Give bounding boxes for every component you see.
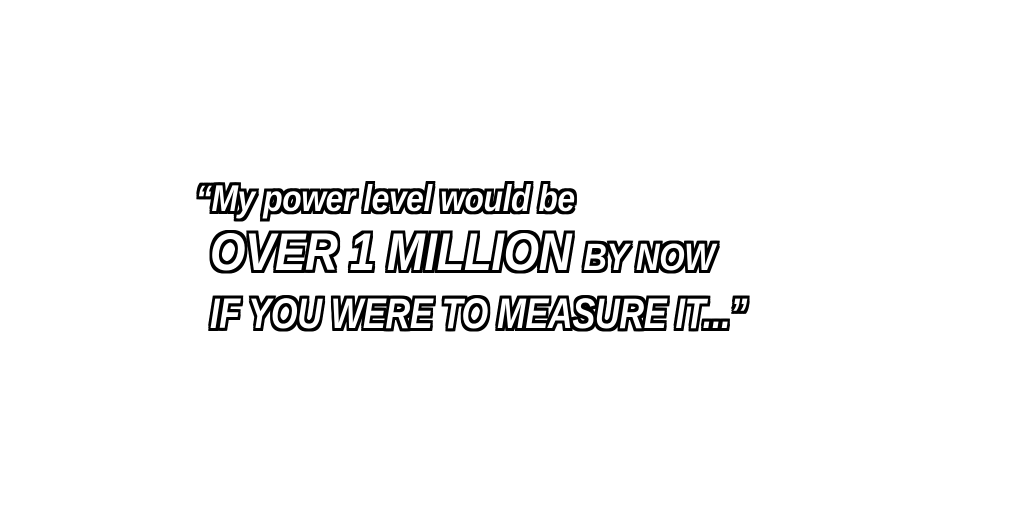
quote-line-2-suffix: BY NOW	[583, 237, 715, 279]
quote-line-1: “My power level would be	[196, 178, 575, 219]
quote-line-2-emphasis: OVER 1 MILLION	[210, 223, 572, 282]
quote-line-3: IF YOU WERE TO MEASURE IT...”	[210, 290, 747, 338]
quote-line-2	[210, 225, 715, 286]
